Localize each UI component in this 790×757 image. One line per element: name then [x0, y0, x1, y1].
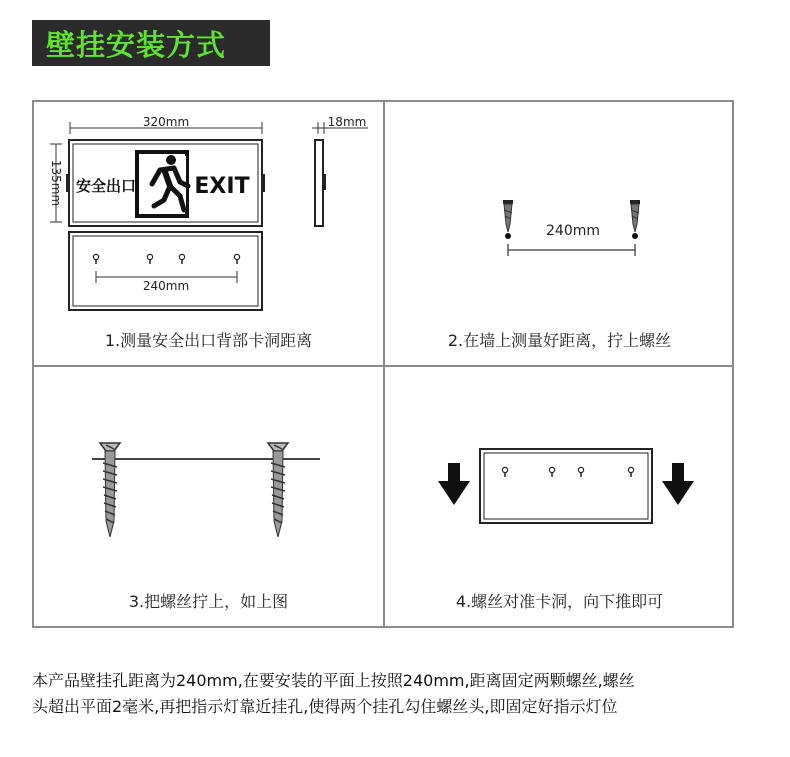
page-title: 壁挂安装方式	[46, 28, 227, 62]
instruction-grid	[32, 100, 734, 628]
screw-icon	[630, 200, 640, 239]
step-1-caption: 1.测量安全出口背部卡洞距离	[104, 331, 313, 350]
panel-step-3	[34, 367, 383, 628]
title-bar	[32, 20, 270, 66]
step-3-caption: 3.把螺丝拧上，如上图	[128, 592, 289, 611]
screw-distance-label: 240mm	[546, 223, 600, 239]
footer-description	[32, 668, 635, 720]
width-label: 320mm	[142, 115, 190, 129]
step-4-caption: 4.螺丝对准卡洞，向下推即可	[455, 592, 664, 611]
sign-en-text: EXIT	[194, 174, 250, 199]
screw-icon	[503, 200, 513, 239]
down-arrow-icon	[438, 463, 470, 505]
footer-line-1: 本产品壁挂孔距离为240mm,在要安装的平面上按照240mm,距离固定两颗螺丝,螺丝	[32, 671, 635, 690]
step-2-caption: 2.在墙上测量好距离，拧上螺丝	[447, 331, 672, 350]
sign-back-plate	[480, 449, 652, 523]
depth-label: 18mm	[327, 115, 367, 129]
screw-icon	[268, 443, 288, 537]
height-label: 135mm	[49, 159, 63, 207]
panel-step-1	[34, 102, 383, 365]
panel1-diagram	[34, 102, 383, 365]
down-arrow-icon	[662, 463, 694, 505]
sign-back-view	[69, 232, 262, 310]
footer-line-2: 头超出平面2毫米,再把指示灯靠近挂孔,使得两个挂孔勾住螺丝头,即固定好指示灯位	[32, 697, 618, 716]
hole-distance-label: 240mm	[142, 279, 190, 293]
sign-side-view	[315, 140, 323, 226]
screw-icon	[100, 443, 120, 537]
panel-step-4	[385, 367, 734, 628]
panel-step-2	[385, 102, 734, 365]
panel2-diagram	[385, 102, 734, 365]
sign-cn-text: 安全出口	[75, 177, 137, 195]
